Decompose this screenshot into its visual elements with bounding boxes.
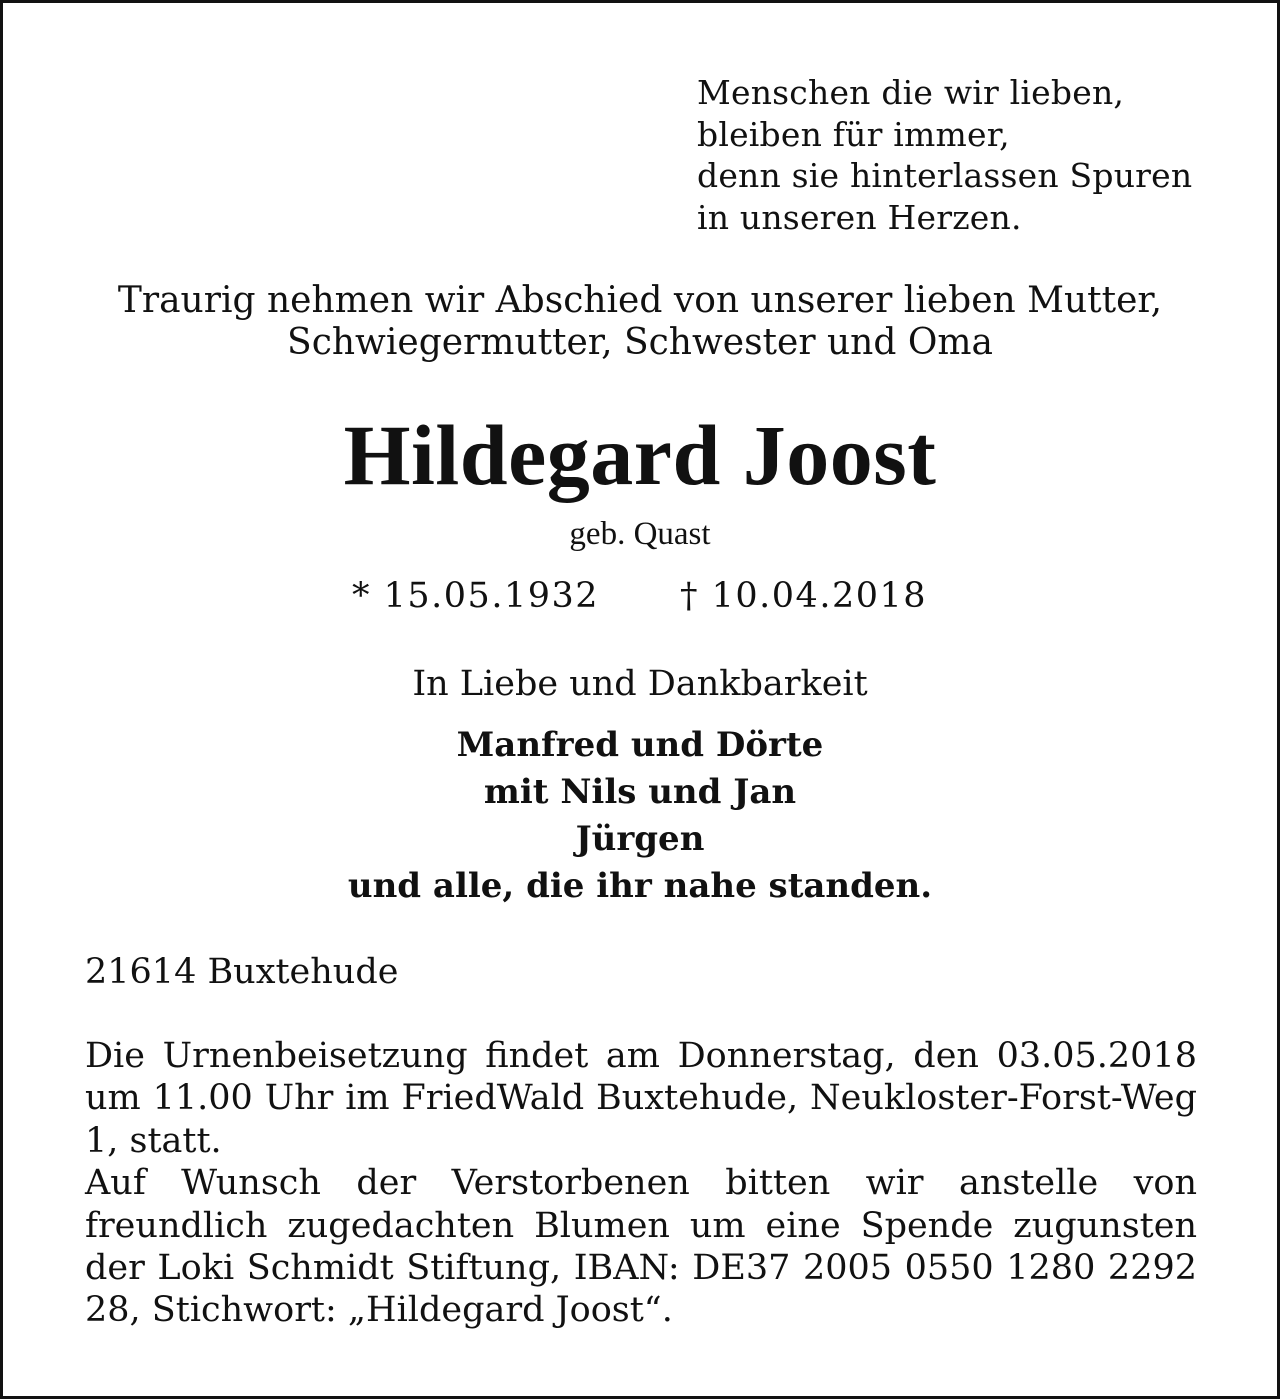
farewell-intro-line: Schwiegermutter, Schwester und Oma (287, 322, 993, 363)
deceased-name: Hildegard Joost (343, 407, 937, 503)
mourner-line: Jürgen (575, 819, 705, 859)
mourner-line: Manfred und Dörte (456, 725, 824, 765)
poem-line: Menschen die wir lieben, (697, 73, 1125, 112)
location: 21614 Buxtehude (85, 952, 399, 992)
mourners-list (0, 722, 1280, 910)
mourner-line: und alle, die ihr nahe standen. (347, 866, 933, 906)
donation-notice: Auf Wunsch der Verstorbenen bitten wir anstelle von freundlich zugedachten Blumen um eine Spende zugunsten der Loki Schmidt Stiftung, IBAN: DE37 2005 0550 1280 2292 28, Stichwort: „Hildegard Joost“. (85, 1163, 1197, 1331)
poem-line: in unseren Herzen. (697, 197, 1022, 237)
memorial-poem (697, 72, 1237, 238)
mourners-intro: In Liebe und Dankbarkeit (412, 664, 868, 704)
poem-line: bleiben für immer, (697, 114, 1010, 154)
mourner-line: mit Nils und Jan (483, 772, 797, 812)
birth-date: * 15.05.1932 (352, 576, 600, 616)
maiden-name: geb. Quast (569, 516, 711, 552)
farewell-intro-line: Traurig nehmen wir Abschied von unserer lieben Mutter, (117, 280, 1163, 321)
poem-line: denn sie hinterlassen Spuren (697, 156, 1193, 195)
farewell-intro (60, 280, 1220, 364)
death-date: † 10.04.2018 (680, 576, 928, 616)
notice-text (85, 1035, 1197, 1332)
burial-notice: Die Urnenbeisetzung findet am Donnerstag, den 03.05.2018 um 11.00 Uhr im FriedWald Buxtehude, Neukloster-Forst-Weg 1, statt. (85, 1036, 1197, 1161)
